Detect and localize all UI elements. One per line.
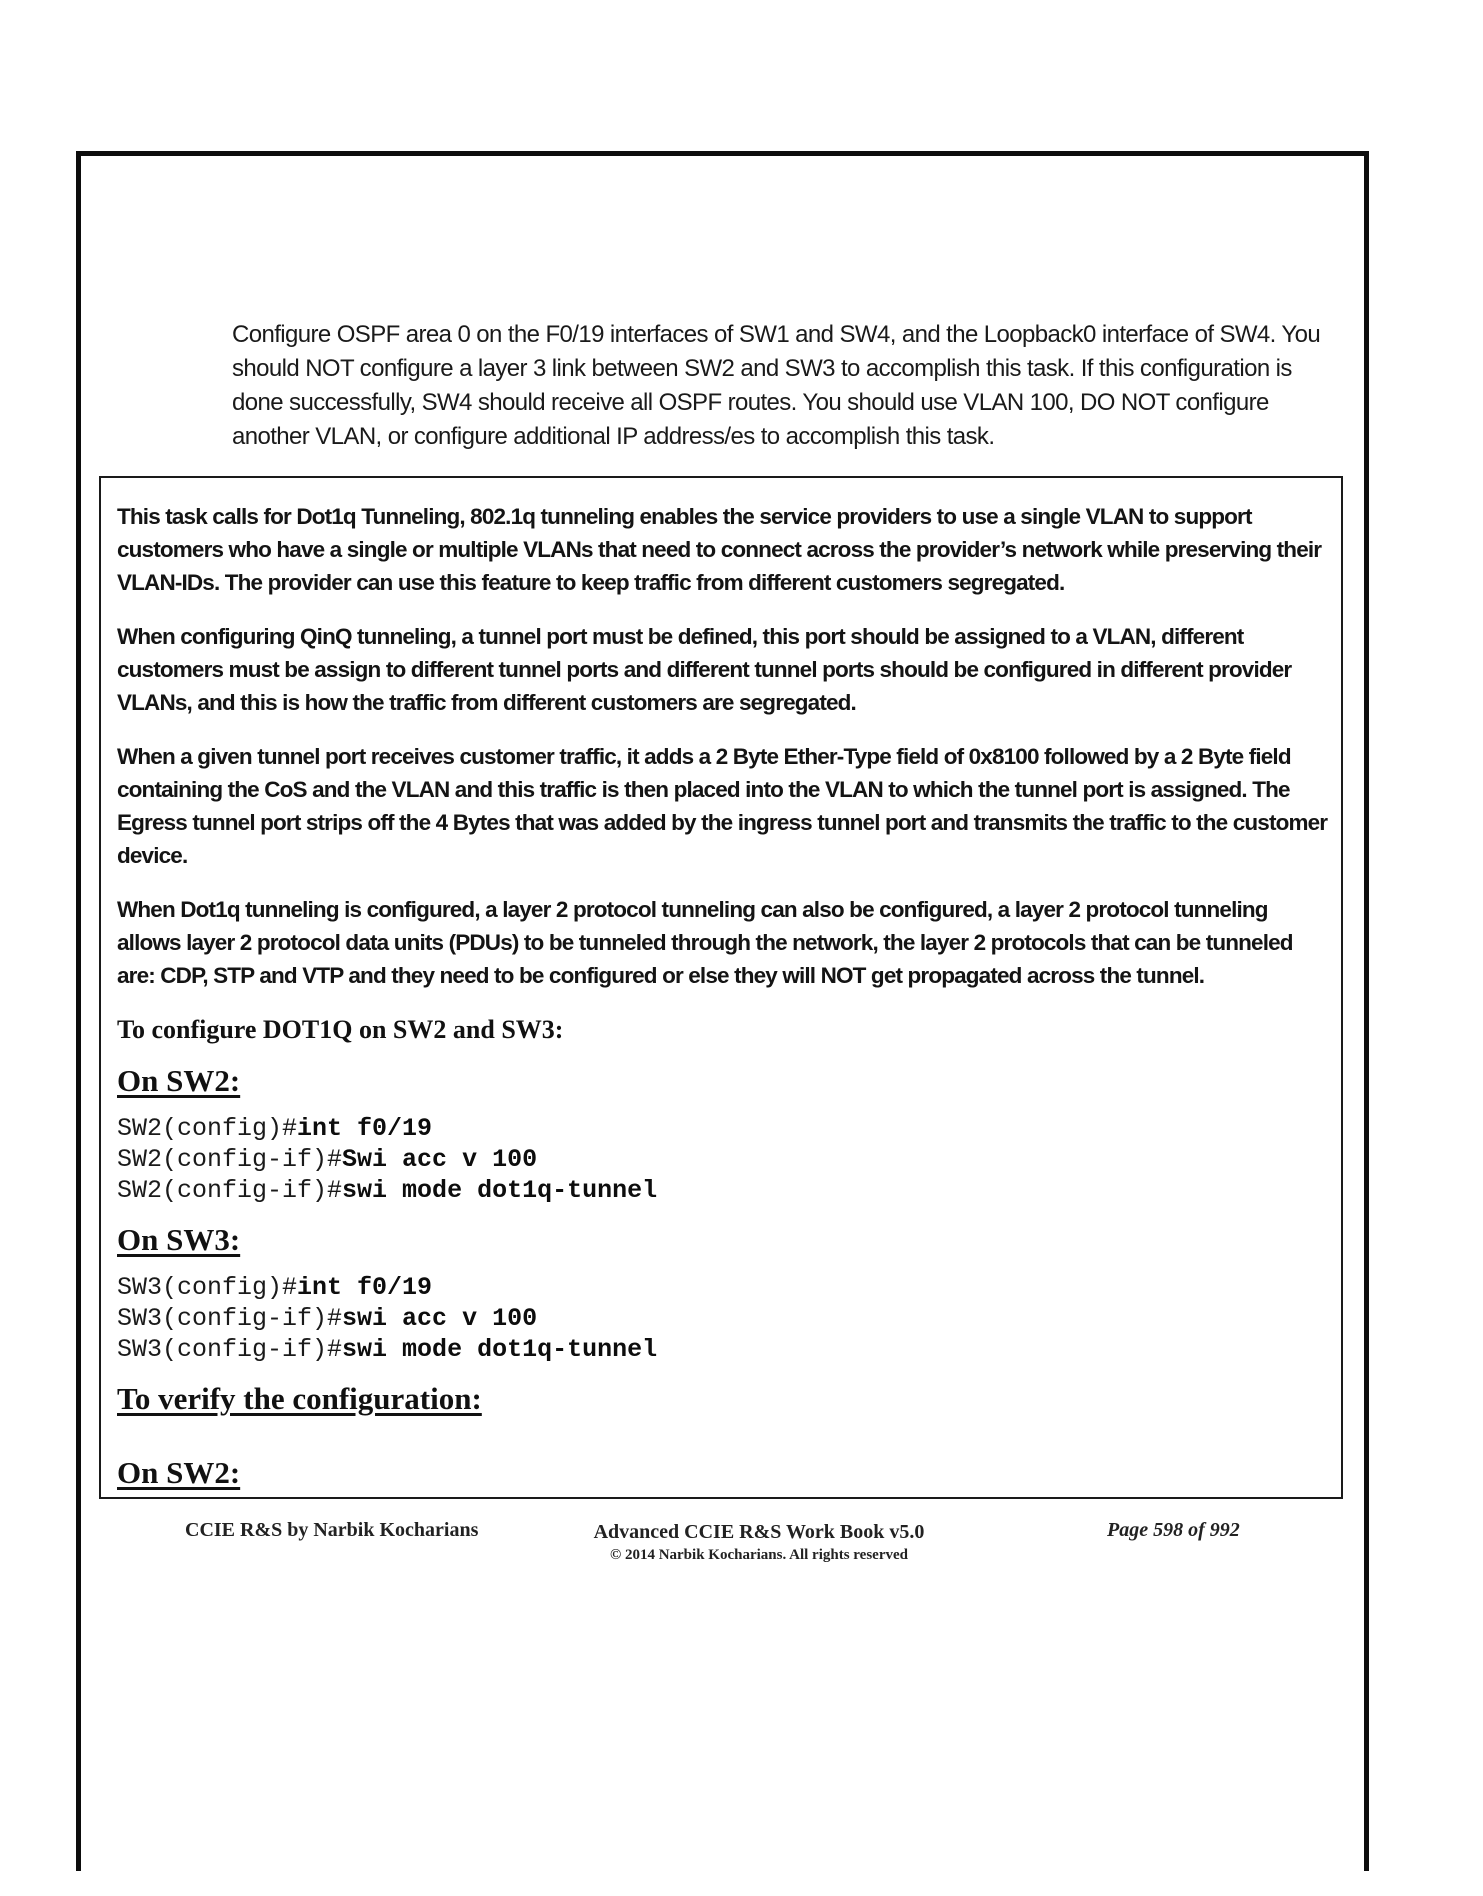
solution-box xyxy=(99,476,1343,1499)
code-command: swi mode dot1q-tunnel xyxy=(342,1176,658,1205)
code-command: swi mode dot1q-tunnel xyxy=(342,1335,658,1364)
code-line xyxy=(117,1113,1331,1144)
verify-sw2-heading: On SW2: xyxy=(117,1455,241,1490)
code-line xyxy=(117,1303,1331,1334)
code-command: int f0/19 xyxy=(297,1273,433,1302)
solution-paragraph-qinq: When configuring QinQ tunneling, a tunnel port must be defined, this port should be assigned to a VLAN, different customers must be assign to different tunnel ports and different tunnel ports should be configured in different provider VLANs, and this is how the traffic from different customers are segregated. xyxy=(117,624,1292,715)
code-line xyxy=(117,1334,1331,1365)
code-prompt: SW3(config-if)# xyxy=(117,1304,343,1333)
sw2-config-code xyxy=(117,1113,1331,1206)
sw3-config-code xyxy=(117,1272,1331,1365)
code-prompt: SW2(config)# xyxy=(117,1114,298,1143)
code-line xyxy=(117,1144,1331,1175)
verify-heading: To verify the configuration: xyxy=(117,1381,482,1416)
footer-author: CCIE R&S by Narbik Kocharians xyxy=(185,1519,479,1541)
code-line xyxy=(117,1175,1331,1206)
sw3-heading: On SW3: xyxy=(117,1222,241,1257)
page-content xyxy=(99,318,1343,1583)
code-prompt: SW2(config-if)# xyxy=(117,1145,343,1174)
code-command: swi acc v 100 xyxy=(342,1304,538,1333)
solution-paragraph-overview: This task calls for Dot1q Tunneling, 802.1q tunneling enables the service providers to use a single VLAN to support customers who have a single or multiple VLANs that need to connect across the provider’s network while preserving their VLAN-IDs. The provider can use this feature to keep traffic from different customers segregated. xyxy=(117,504,1322,595)
footer-page-number: Page 598 of 992 xyxy=(1107,1519,1240,1541)
code-command: int f0/19 xyxy=(297,1114,433,1143)
solution-paragraph-ethertype: When a given tunnel port receives customer traffic, it adds a 2 Byte Ether-Type field of 0x8100 followed by a 2 Byte field containing the CoS and the VLAN and this traffic is then placed into the VLAN to which the tunnel port is assigned. The Egress tunnel port strips off the 4 Bytes that was added by the ingress tunnel port and transmits the traffic to the customer device. xyxy=(117,744,1328,868)
task-description: Configure OSPF area 0 on the F0/19 interfaces of SW1 and SW4, and the Loopback0 interface of SW4. You should NOT configure a layer 3 link between SW2 and SW3 to accomplish this task. If this configuration is done successfully, SW4 should receive all OSPF routes. You should use VLAN 100, DO NOT configure another VLAN, or configure additional IP address/es to accomplish this task. xyxy=(232,321,1321,450)
code-prompt: SW3(config)# xyxy=(117,1273,298,1302)
code-command: Swi acc v 100 xyxy=(342,1145,538,1174)
code-prompt: SW2(config-if)# xyxy=(117,1176,343,1205)
code-line xyxy=(117,1272,1331,1303)
footer-copyright: © 2014 Narbik Kocharians. All rights reserved xyxy=(609,1547,908,1563)
footer-book-title: Advanced CCIE R&S Work Book v5.0 xyxy=(593,1521,925,1543)
page-footer xyxy=(99,1513,1343,1583)
footer-book-info xyxy=(529,1519,989,1565)
configure-heading: To configure DOT1Q on SW2 and SW3: xyxy=(117,1015,564,1044)
sw2-heading: On SW2: xyxy=(117,1063,241,1098)
code-prompt: SW3(config-if)# xyxy=(117,1335,343,1364)
solution-paragraph-l2pt: When Dot1q tunneling is configured, a layer 2 protocol tunneling can also be configured, a layer 2 protocol tunneling allows layer 2 protocol data units (PDUs) to be tunneled through the network, the layer 2 protocols that can be tunneled are: CDP, STP and VTP and they need to be configured or else they will NOT get propagated across the tunnel. xyxy=(117,897,1293,988)
